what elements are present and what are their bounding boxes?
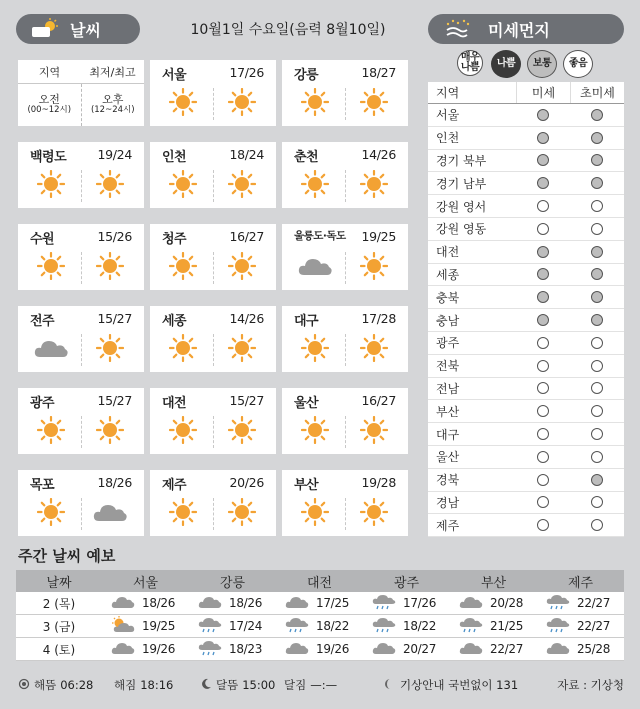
sun-icon bbox=[354, 495, 394, 529]
city-temp: 18/26 bbox=[97, 475, 132, 490]
legend-am-time: (00~12시) bbox=[27, 105, 72, 116]
city-name: 인천 bbox=[162, 150, 187, 165]
weather-info-line: 기상안내 국번없이 131 bbox=[400, 678, 519, 692]
col-region: 지역 bbox=[436, 86, 460, 100]
weekly-temp: 22/27 bbox=[490, 642, 524, 656]
dust-region: 대전 bbox=[436, 245, 460, 260]
sun-icon bbox=[163, 85, 203, 119]
weekly-cell bbox=[363, 592, 450, 614]
weather-title: 날씨 bbox=[70, 20, 101, 40]
sun-icon bbox=[163, 167, 203, 201]
pm25-level-dot bbox=[591, 291, 603, 303]
weekly-row bbox=[16, 615, 624, 638]
sun-icon bbox=[31, 413, 71, 447]
city-temp: 18/27 bbox=[361, 65, 396, 80]
dust-row bbox=[428, 309, 624, 332]
city-name: 목포 bbox=[30, 478, 55, 493]
city-temp: 19/24 bbox=[97, 147, 132, 162]
pm10-level-dot bbox=[537, 382, 549, 394]
cloud-icon bbox=[284, 640, 310, 659]
weekly-cell bbox=[537, 592, 624, 614]
pm25-level-dot bbox=[591, 268, 603, 280]
city-name: 전주 bbox=[30, 314, 55, 329]
divider bbox=[345, 416, 346, 448]
weekly-cell bbox=[102, 592, 189, 614]
dust-row bbox=[428, 218, 624, 241]
divider bbox=[213, 498, 214, 530]
weekly-temp: 17/24 bbox=[229, 619, 263, 633]
city-card bbox=[18, 224, 144, 290]
divider bbox=[213, 88, 214, 120]
sun-icon bbox=[31, 495, 71, 529]
pm10-level-dot bbox=[537, 519, 549, 531]
pm10-level-dot bbox=[537, 405, 549, 417]
divider bbox=[213, 334, 214, 366]
suncloud-icon bbox=[110, 616, 136, 637]
weekly-temp: 20/28 bbox=[490, 596, 524, 610]
weekly-temp: 25/28 bbox=[577, 642, 611, 656]
legend-normal: 보통 bbox=[527, 50, 557, 78]
weekly-date: 3 (금) bbox=[42, 619, 76, 634]
city-temp: 14/26 bbox=[229, 311, 264, 326]
weekly-temp: 17/26 bbox=[403, 596, 437, 610]
weekly-cell bbox=[102, 615, 189, 637]
dust-region: 충북 bbox=[436, 290, 460, 305]
city-temp: 17/28 bbox=[361, 311, 396, 326]
cloud-icon bbox=[458, 594, 484, 613]
dust-region: 서울 bbox=[436, 108, 460, 123]
dust-row bbox=[428, 423, 624, 446]
pm25-level-dot bbox=[591, 451, 603, 463]
rain-icon bbox=[284, 616, 310, 637]
dust-row bbox=[428, 150, 624, 173]
divider bbox=[345, 498, 346, 530]
weekly-date-header: 날짜 bbox=[46, 575, 72, 591]
pm10-level-dot bbox=[537, 474, 549, 486]
weekly-cell bbox=[363, 615, 450, 637]
city-name: 부산 bbox=[294, 478, 319, 493]
dust-icon bbox=[444, 18, 474, 40]
city-card bbox=[18, 306, 144, 372]
weekly-temp: 20/27 bbox=[403, 642, 437, 656]
sun-icon bbox=[222, 331, 262, 365]
dust-region: 부산 bbox=[436, 404, 460, 419]
weekly-city-header: 제주 bbox=[567, 575, 594, 591]
sun-icon bbox=[354, 249, 394, 283]
sun-icon bbox=[222, 495, 262, 529]
dust-row bbox=[428, 195, 624, 218]
cloud-icon bbox=[458, 640, 484, 659]
city-name: 세종 bbox=[162, 314, 187, 329]
city-name: 제주 bbox=[162, 478, 187, 493]
weekly-temp: 18/22 bbox=[316, 619, 350, 633]
weekly-temp: 17/25 bbox=[316, 596, 350, 610]
weekly-city-header: 서울 bbox=[132, 575, 159, 591]
legend-very-bad: 매우 나쁨 bbox=[457, 50, 483, 76]
dust-table bbox=[428, 82, 624, 537]
weekly-temp: 19/26 bbox=[316, 642, 350, 656]
city-temp: 16/27 bbox=[361, 393, 396, 408]
weekly-city-header: 대전 bbox=[306, 575, 333, 591]
weekly-header bbox=[16, 570, 624, 592]
pm10-level-dot bbox=[537, 223, 549, 235]
sun-icon bbox=[354, 413, 394, 447]
pm10-level-dot bbox=[537, 451, 549, 463]
city-card bbox=[18, 388, 144, 454]
dust-row bbox=[428, 241, 624, 264]
dust-region: 충남 bbox=[436, 313, 460, 328]
sun-icon bbox=[31, 167, 71, 201]
pm10-level-dot bbox=[537, 360, 549, 372]
sun-icon bbox=[295, 495, 335, 529]
divider bbox=[345, 252, 346, 284]
pm25-level-dot bbox=[591, 519, 603, 531]
moonrise-time: 15:00 bbox=[242, 678, 276, 692]
sun-icon bbox=[90, 249, 130, 283]
weekly-cell bbox=[276, 615, 363, 637]
city-temp: 15/27 bbox=[97, 311, 132, 326]
weekly-temp: 19/25 bbox=[142, 619, 176, 633]
moonset-time: —:— bbox=[310, 678, 338, 692]
dust-table-header bbox=[428, 82, 624, 104]
weekly-cell bbox=[450, 615, 537, 637]
weekly-cell bbox=[537, 638, 624, 660]
divider bbox=[345, 334, 346, 366]
col-pm10: 미세 bbox=[516, 82, 570, 103]
weather-header bbox=[16, 14, 140, 44]
legend-good: 좋음 bbox=[563, 50, 593, 78]
weekly-title: 주간 날씨 예보 bbox=[18, 547, 116, 565]
city-card bbox=[18, 470, 144, 536]
sun-icon bbox=[90, 331, 130, 365]
sun-icon bbox=[354, 331, 394, 365]
date-label: 10월1일 수요일(음력 8월10일) bbox=[190, 22, 386, 38]
rain-icon bbox=[545, 593, 571, 614]
dust-region: 전북 bbox=[436, 359, 460, 374]
pm10-level-dot bbox=[537, 132, 549, 144]
weekly-cell bbox=[450, 638, 537, 660]
dust-region: 세종 bbox=[436, 267, 460, 282]
pm25-level-dot bbox=[591, 154, 603, 166]
weekly-cell bbox=[189, 615, 276, 637]
dust-region: 강원 영동 bbox=[436, 222, 487, 237]
city-temp: 19/28 bbox=[361, 475, 396, 490]
pm25-level-dot bbox=[591, 177, 603, 189]
sun-icon bbox=[163, 249, 203, 283]
weekly-cell bbox=[450, 592, 537, 614]
sun-icon bbox=[354, 167, 394, 201]
dust-region: 경기 남부 bbox=[436, 176, 487, 191]
weekly-temp: 18/26 bbox=[229, 596, 263, 610]
dust-header bbox=[428, 14, 624, 44]
pm10-level-dot bbox=[537, 496, 549, 508]
moonrise-label: 달뜸 bbox=[216, 678, 239, 692]
city-temp: 15/27 bbox=[229, 393, 264, 408]
pm25-level-dot bbox=[591, 109, 603, 121]
divider bbox=[81, 498, 82, 530]
dust-region: 전남 bbox=[436, 381, 460, 396]
city-temp: 14/26 bbox=[361, 147, 396, 162]
city-card bbox=[150, 60, 276, 126]
cloud-icon bbox=[31, 331, 71, 365]
footer bbox=[18, 675, 624, 695]
sun-icon bbox=[222, 249, 262, 283]
pm10-level-dot bbox=[537, 268, 549, 280]
city-temp: 18/24 bbox=[229, 147, 264, 162]
sun-icon bbox=[90, 413, 130, 447]
city-name: 청주 bbox=[162, 232, 187, 247]
legend-am: 오전 bbox=[38, 92, 60, 106]
sun-icon bbox=[222, 413, 262, 447]
cloud-icon bbox=[371, 640, 397, 659]
legend-bad: 나쁨 bbox=[491, 50, 521, 78]
weekly-cell bbox=[537, 615, 624, 637]
moonset-label: 달짐 bbox=[284, 678, 307, 692]
source-label: 자료 : 기상청 bbox=[557, 678, 624, 692]
sun-icon bbox=[295, 331, 335, 365]
pm25-level-dot bbox=[591, 360, 603, 372]
weekly-date: 2 (목) bbox=[42, 596, 76, 611]
weekly-temp: 22/27 bbox=[577, 619, 611, 633]
sun-icon bbox=[222, 167, 262, 201]
divider bbox=[81, 334, 82, 366]
weekly-city-header: 광주 bbox=[393, 575, 420, 591]
dust-row bbox=[428, 355, 624, 378]
divider bbox=[81, 170, 82, 202]
city-name: 춘천 bbox=[294, 150, 319, 165]
dust-region: 강원 영서 bbox=[436, 199, 487, 214]
city-name: 울릉도·독도 bbox=[294, 230, 346, 242]
legend-box bbox=[18, 60, 144, 126]
divider bbox=[81, 416, 82, 448]
cloud-icon bbox=[295, 249, 335, 283]
moon-icon bbox=[200, 678, 212, 693]
weekly-table bbox=[16, 570, 624, 661]
pm10-level-dot bbox=[537, 314, 549, 326]
sunset-time: 18:16 bbox=[140, 678, 174, 692]
divider bbox=[213, 252, 214, 284]
city-temp: 19/25 bbox=[361, 229, 396, 244]
city-name: 강릉 bbox=[294, 68, 319, 83]
weekly-cell bbox=[102, 638, 189, 660]
weekly-temp: 19/26 bbox=[142, 642, 176, 656]
pm25-level-dot bbox=[591, 223, 603, 235]
legend-pm-time: (12~24시) bbox=[90, 105, 135, 116]
sun-icon bbox=[31, 249, 71, 283]
pm10-level-dot bbox=[537, 109, 549, 121]
city-card bbox=[150, 306, 276, 372]
sunrise-label: 해뜸 bbox=[34, 678, 57, 692]
pm10-level-dot bbox=[537, 428, 549, 440]
cloud-icon bbox=[110, 640, 136, 659]
dust-row bbox=[428, 127, 624, 150]
city-card bbox=[150, 388, 276, 454]
weekly-cell bbox=[276, 592, 363, 614]
phone-icon bbox=[384, 678, 396, 693]
legend-region: 지역 bbox=[38, 65, 61, 79]
col-pm25: 초미세 bbox=[570, 82, 624, 103]
pm25-level-dot bbox=[591, 314, 603, 326]
rain-icon bbox=[371, 593, 397, 614]
weekly-row bbox=[16, 592, 624, 615]
weekly-city-header: 부산 bbox=[480, 575, 507, 591]
pm10-level-dot bbox=[537, 154, 549, 166]
dust-row bbox=[428, 172, 624, 195]
pm25-level-dot bbox=[591, 200, 603, 212]
pm25-level-dot bbox=[591, 428, 603, 440]
pm25-level-dot bbox=[591, 474, 603, 486]
city-temp: 20/26 bbox=[229, 475, 264, 490]
dust-row bbox=[428, 378, 624, 401]
city-name: 대전 bbox=[162, 396, 187, 411]
weekly-cell bbox=[363, 638, 450, 660]
dust-region: 경남 bbox=[436, 495, 460, 510]
pm10-level-dot bbox=[537, 246, 549, 258]
city-temp: 17/26 bbox=[229, 65, 264, 80]
city-temp: 16/27 bbox=[229, 229, 264, 244]
city-card bbox=[150, 142, 276, 208]
pm25-level-dot bbox=[591, 246, 603, 258]
weekly-temp: 18/26 bbox=[142, 596, 176, 610]
city-name: 광주 bbox=[30, 396, 55, 411]
weekly-date: 4 (토) bbox=[42, 642, 76, 657]
city-temp: 15/27 bbox=[97, 393, 132, 408]
sunset-label: 해짐 bbox=[114, 678, 137, 692]
pm25-level-dot bbox=[591, 405, 603, 417]
weekly-temp: 22/27 bbox=[577, 596, 611, 610]
dust-region: 대구 bbox=[436, 427, 460, 442]
city-name: 울산 bbox=[294, 396, 319, 411]
city-card bbox=[282, 306, 408, 372]
pm10-level-dot bbox=[537, 337, 549, 349]
sun-icon bbox=[163, 413, 203, 447]
pm25-level-dot bbox=[591, 132, 603, 144]
dust-row bbox=[428, 514, 624, 537]
rain-icon bbox=[545, 616, 571, 637]
dust-region: 인천 bbox=[436, 131, 460, 146]
dust-region: 경기 북부 bbox=[436, 153, 487, 168]
city-card bbox=[282, 470, 408, 536]
weekly-cell bbox=[189, 592, 276, 614]
dust-row bbox=[428, 286, 624, 309]
weekly-cell bbox=[276, 638, 363, 660]
city-temp: 15/26 bbox=[97, 229, 132, 244]
city-card bbox=[282, 142, 408, 208]
sunrise-icon bbox=[18, 678, 30, 693]
pm10-level-dot bbox=[537, 200, 549, 212]
rain-icon bbox=[197, 639, 223, 660]
city-name: 백령도 bbox=[30, 150, 67, 165]
dust-row bbox=[428, 104, 624, 127]
sun-icon bbox=[90, 167, 130, 201]
dust-region: 제주 bbox=[436, 518, 460, 533]
weekly-city-header: 강릉 bbox=[219, 575, 246, 591]
city-card bbox=[18, 142, 144, 208]
weekly-row bbox=[16, 638, 624, 661]
cloud-icon bbox=[197, 594, 223, 613]
city-name: 서울 bbox=[162, 68, 187, 83]
pm10-level-dot bbox=[537, 177, 549, 189]
cloud-icon bbox=[90, 495, 130, 529]
sun-cloud-icon bbox=[30, 18, 60, 40]
dust-title: 미세먼지 bbox=[488, 20, 550, 40]
dust-row bbox=[428, 400, 624, 423]
pm25-level-dot bbox=[591, 382, 603, 394]
divider bbox=[81, 252, 82, 284]
legend-pm: 오후 bbox=[102, 92, 124, 106]
pm10-level-dot bbox=[537, 291, 549, 303]
cloud-icon bbox=[110, 594, 136, 613]
weekly-temp: 18/23 bbox=[229, 642, 263, 656]
dust-region: 울산 bbox=[436, 450, 460, 465]
divider bbox=[213, 416, 214, 448]
divider bbox=[345, 88, 346, 120]
rain-icon bbox=[371, 616, 397, 637]
divider bbox=[213, 170, 214, 202]
cloud-icon bbox=[545, 640, 571, 659]
rain-icon bbox=[197, 616, 223, 637]
sun-icon bbox=[295, 167, 335, 201]
sunrise-time: 06:28 bbox=[60, 678, 94, 692]
rain-icon bbox=[458, 616, 484, 637]
dust-row bbox=[428, 446, 624, 469]
divider bbox=[345, 170, 346, 202]
dust-region: 광주 bbox=[436, 336, 460, 351]
dust-row bbox=[428, 469, 624, 492]
city-card bbox=[282, 60, 408, 126]
sun-icon bbox=[222, 85, 262, 119]
dust-region: 경북 bbox=[436, 473, 460, 488]
dust-row bbox=[428, 332, 624, 355]
legend-minmax: 최저/최고 bbox=[89, 65, 136, 79]
pm25-level-dot bbox=[591, 496, 603, 508]
pm25-level-dot bbox=[591, 337, 603, 349]
dust-row bbox=[428, 264, 624, 287]
city-card bbox=[282, 388, 408, 454]
sun-icon bbox=[295, 85, 335, 119]
city-card bbox=[150, 224, 276, 290]
weekly-temp: 18/22 bbox=[403, 619, 437, 633]
city-name: 대구 bbox=[294, 314, 319, 329]
sun-icon bbox=[295, 413, 335, 447]
city-name: 수원 bbox=[30, 232, 55, 247]
city-card bbox=[282, 224, 408, 290]
dust-row bbox=[428, 492, 624, 515]
weekly-temp: 21/25 bbox=[490, 619, 524, 633]
city-card bbox=[150, 470, 276, 536]
cloud-icon bbox=[284, 594, 310, 613]
sun-icon bbox=[163, 331, 203, 365]
sun-icon bbox=[354, 85, 394, 119]
sun-icon bbox=[163, 495, 203, 529]
weekly-cell bbox=[189, 638, 276, 660]
